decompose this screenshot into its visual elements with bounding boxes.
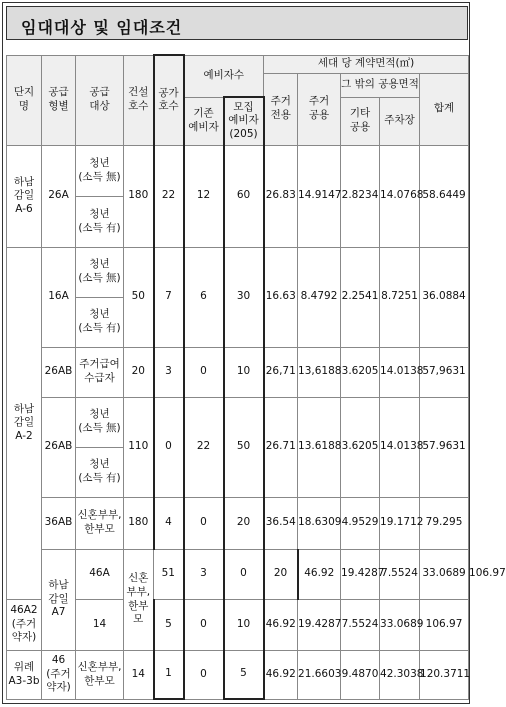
cell-existing: 22: [184, 397, 224, 497]
cell-existing: 0: [224, 549, 264, 599]
cell-other-public: 7.5524: [380, 549, 420, 599]
cell-target: 청년 (소득 有): [76, 196, 124, 247]
cell-res-private: 46.92: [298, 549, 341, 599]
cell-parking: 42.3038: [380, 650, 420, 699]
header-supply-type: 공급 형별: [42, 55, 76, 145]
header-parking: 주차장: [380, 97, 420, 145]
cell-public: 7: [154, 247, 184, 347]
cell-units: 180: [124, 145, 154, 247]
cell-public: 3: [184, 549, 224, 599]
table-row: [7, 145, 469, 196]
cell-target: 청년 (소득 有): [76, 447, 124, 497]
cell-public: 5: [154, 599, 184, 650]
cell-res-common: 18.6309: [298, 497, 341, 549]
cell-res-private: 16.63: [264, 247, 298, 347]
cell-other-public: 2.8234: [341, 145, 380, 247]
cell-total: 57,9631: [420, 347, 469, 397]
header-other-common: 그 밖의 공용면적: [341, 73, 420, 97]
cell-other-public: 2.2541: [341, 247, 380, 347]
header-area: 세대 당 계약면적(㎡): [264, 55, 469, 73]
header-supply-target: 공급 대상: [76, 55, 124, 145]
cell-units: 14: [124, 650, 154, 699]
rental-table: [6, 54, 506, 700]
cell-other-public: 7.5524: [341, 599, 380, 650]
page-title: 임대대상 및 임대조건: [21, 18, 183, 37]
cell-res-common: 13,6188: [298, 347, 341, 397]
cell-existing: 6: [184, 247, 224, 347]
header-residential-common: 주거 공용: [298, 73, 341, 145]
header-reserve: 예비자수: [184, 55, 264, 97]
cell-parking: 33.0689: [420, 549, 469, 599]
header-reserve-recruit: 모집 예비자 (205): [224, 97, 264, 145]
cell-target: 청년 (소득 有): [76, 297, 124, 347]
cell-parking: 14.0138: [380, 397, 420, 497]
header-residential-private: 주거 전용: [264, 73, 298, 145]
cell-existing: 12: [184, 145, 224, 247]
cell-recruit: 20: [224, 497, 264, 549]
cell-res-common: 21.6603: [298, 650, 341, 699]
cell-total: 58.6449: [420, 145, 469, 247]
cell-public: 4: [154, 497, 184, 549]
header-total: 합계: [420, 73, 469, 145]
cell-type: 26AB: [42, 397, 76, 497]
cell-recruit: 5: [224, 650, 264, 699]
cell-existing: 0: [184, 347, 224, 397]
cell-res-private: 36.54: [264, 497, 298, 549]
cell-total: 120.3711: [420, 650, 469, 699]
cell-parking: 8.7251: [380, 247, 420, 347]
cell-public: 22: [154, 145, 184, 247]
cell-target: 주거급여 수급자: [76, 347, 124, 397]
cell-res-common: 8.4792: [298, 247, 341, 347]
cell-recruit: 50: [224, 397, 264, 497]
cell-target: 청년 (소득 無): [76, 247, 124, 297]
cell-res-private: 46.92: [264, 599, 298, 650]
cell-other-public: 9.4870: [341, 650, 380, 699]
cell-type: 46A: [76, 549, 124, 599]
cell-target: 청년 (소득 無): [76, 397, 124, 447]
cell-res-common: 14.9147: [298, 145, 341, 247]
cell-complex: 하남 감일 A7: [42, 549, 76, 650]
cell-units: 20: [124, 347, 154, 397]
cell-parking: 14.0138: [380, 347, 420, 397]
header-other-public: 기타 공용: [341, 97, 380, 145]
cell-units: 110: [124, 397, 154, 497]
cell-units: 50: [124, 247, 154, 347]
cell-total: 36.0884: [420, 247, 469, 347]
cell-complex: 위례 A3-3b: [7, 650, 42, 699]
cell-existing: 0: [184, 497, 224, 549]
cell-recruit: 60: [224, 145, 264, 247]
table-row: [7, 650, 469, 699]
cell-parking: 19.1712: [380, 497, 420, 549]
cell-res-private: 26.71: [264, 397, 298, 497]
cell-existing: 0: [184, 599, 224, 650]
title-box: [6, 6, 468, 40]
cell-units: 51: [154, 549, 184, 599]
cell-recruit: 20: [264, 549, 298, 599]
cell-type: 46 (주거 약자): [42, 650, 76, 699]
cell-type: 36AB: [42, 497, 76, 549]
cell-total: 106.97: [420, 599, 469, 650]
cell-target: 신혼부부, 한부모: [76, 497, 124, 549]
cell-res-common: 19.4287: [341, 549, 380, 599]
cell-public: 3: [154, 347, 184, 397]
cell-res-private: 26.83: [264, 145, 298, 247]
cell-public: 1: [154, 650, 184, 699]
cell-target: 신혼부부, 한부모: [76, 650, 124, 699]
cell-complex: 하남 감일 A-2: [7, 247, 42, 599]
cell-target: 신혼부부, 한부모: [124, 549, 154, 650]
cell-complex: 하남 감일 A-6: [7, 145, 42, 247]
header-complex: 단지 명: [7, 55, 42, 145]
header-units: 건설 호수: [124, 55, 154, 145]
cell-parking: 33.0689: [380, 599, 420, 650]
cell-res-common: 19.4287: [298, 599, 341, 650]
cell-total: 57.9631: [420, 397, 469, 497]
cell-type: 26A: [42, 145, 76, 247]
table-row: [7, 397, 469, 447]
cell-recruit: 10: [224, 599, 264, 650]
cell-target: 청년 (소득 無): [76, 145, 124, 196]
cell-res-common: 13.6188: [298, 397, 341, 497]
table-row: [7, 347, 469, 397]
cell-type: 26AB: [42, 347, 76, 397]
table-row: [7, 599, 469, 650]
table-row: [7, 497, 469, 549]
cell-units: 14: [76, 599, 124, 650]
table-row: [7, 247, 469, 297]
cell-type: 16A: [42, 247, 76, 347]
cell-units: 180: [124, 497, 154, 549]
cell-existing: 0: [184, 650, 224, 699]
table-row: 하남 감일 A7 46A 신혼부부, 한부모 51 3 0 20 46.92 19.4287 7.5524 33.0689 106.97: [7, 549, 469, 599]
cell-other-public: 3.6205: [341, 347, 380, 397]
cell-type: 46A2 (주거 약자): [7, 599, 42, 650]
cell-res-private: 26,71: [264, 347, 298, 397]
cell-recruit: 10: [224, 347, 264, 397]
cell-recruit: 30: [224, 247, 264, 347]
cell-parking: 14.0768: [380, 145, 420, 247]
cell-other-public: 3.6205: [341, 397, 380, 497]
header-public-units: 공가 호수: [154, 55, 184, 145]
cell-res-private: 46.92: [264, 650, 298, 699]
cell-other-public: 4.9529: [341, 497, 380, 549]
header-reserve-existing: 기존 예비자: [184, 97, 224, 145]
cell-total: 79.295: [420, 497, 469, 549]
cell-public: 0: [154, 397, 184, 497]
